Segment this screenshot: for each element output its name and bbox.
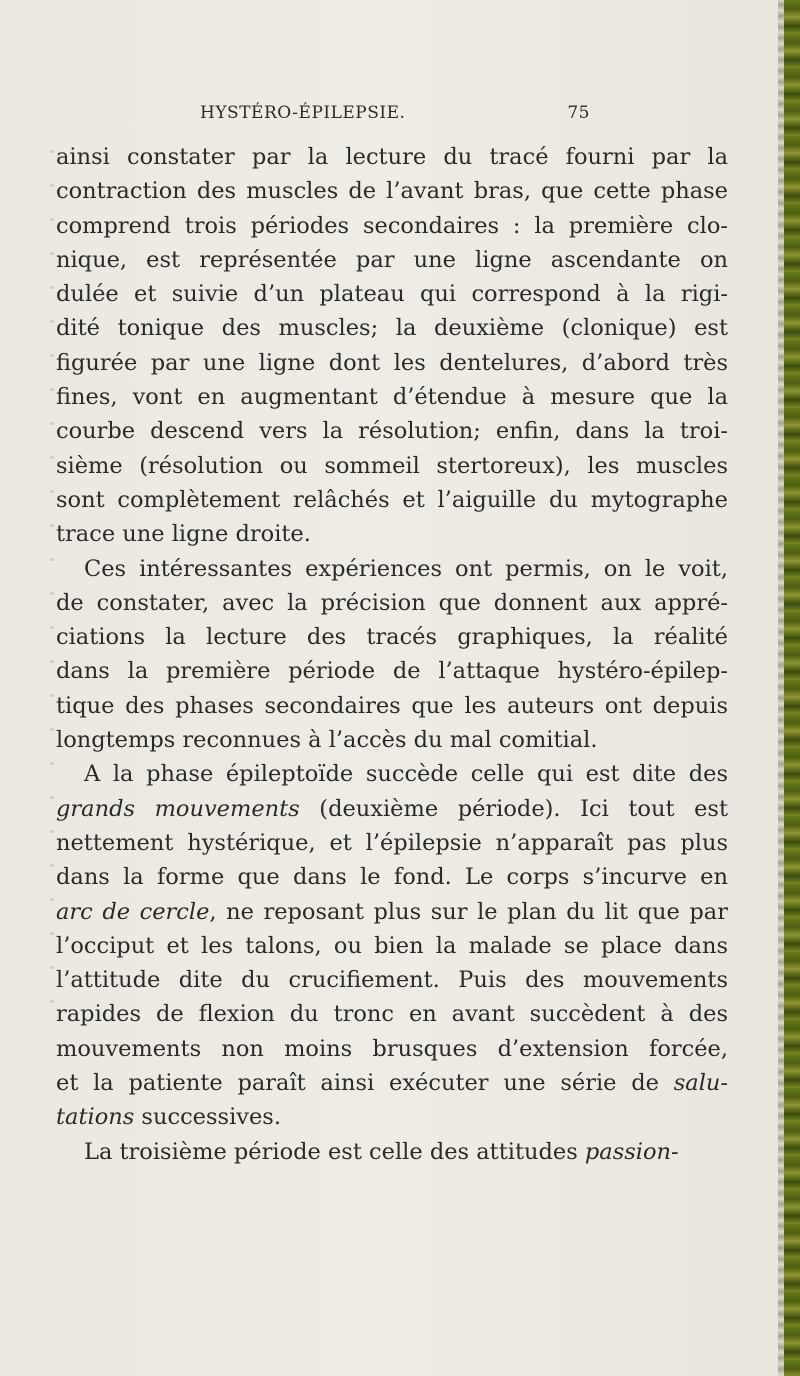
text-line: tations successives.	[56, 1104, 282, 1131]
text-line: de constater, avec la précision que donnent aux appré-	[56, 589, 728, 616]
text-line: comprend trois périodes secondaires : la première clo-	[56, 212, 728, 239]
text-line: sième (résolution ou sommeil stertoreux), les muscles	[56, 452, 728, 479]
text-line: et la patiente paraît ainsi exécuter une série de salu-	[56, 1070, 728, 1097]
page-number: 75	[567, 103, 590, 123]
text-line: trace une ligne droite.	[56, 521, 311, 548]
text-line: La troisième période est celle des attitudes passion-	[84, 1138, 679, 1165]
italic-term: grands mouvements	[56, 795, 300, 822]
text-line: l’attitude dite du crucifiement. Puis des mouvements	[56, 967, 728, 994]
book-edge	[778, 0, 800, 1376]
text-line: tique des phases secondaires que les auteurs ont depuis	[56, 692, 728, 719]
text-line: longtemps reconnues à l’accès du mal comitial.	[56, 727, 598, 754]
running-header	[200, 103, 590, 123]
text-line: arc de cercle, ne reposant plus sur le plan du lit que par	[56, 898, 728, 925]
italic-term: tations	[56, 1104, 135, 1131]
text-line: nique, est représentée par une ligne ascendante on	[56, 246, 728, 273]
text-line: contraction des muscles de l’avant bras, que cette phase	[56, 178, 728, 205]
text-line: dans la forme que dans le fond. Le corps s’incurve en	[56, 864, 728, 891]
gutter-shadow	[50, 150, 54, 1030]
text-line: grands mouvements (deuxième période). Ici tout est	[56, 795, 728, 822]
italic-term: salu-	[673, 1070, 728, 1097]
text-line: sont complètement relâchés et l’aiguille du mytographe	[56, 486, 728, 513]
text-line: A la phase épileptoïde succède celle qui est dite des	[84, 761, 728, 788]
text-line: dité tonique des muscles; la deuxième (clonique) est	[56, 315, 728, 342]
text-line: ainsi constater par la lecture du tracé fourni par la	[56, 144, 728, 170]
text-line: Ces intéressantes expériences ont permis, on le voit,	[84, 555, 728, 582]
text-line: figurée par une ligne dont les dentelures, d’abord très	[56, 349, 728, 376]
text-line: fines, vont en augmentant d’étendue à mesure que la	[56, 384, 728, 411]
text-line: rapides de flexion du tronc en avant succèdent à des	[56, 1001, 728, 1028]
italic-term: arc de cercle	[56, 898, 210, 925]
body-text	[56, 140, 728, 1169]
text-line: mouvements non moins brusques d’extension forcée,	[56, 1035, 728, 1062]
text-line: dulée et suivie d’un plateau qui correspond à la rigi-	[56, 281, 728, 308]
text-line: ciations la lecture des tracés graphiques, la réalité	[56, 624, 728, 651]
running-title: HYSTÉRO-ÉPILEPSIE.	[200, 103, 406, 123]
text-line: nettement hystérique, et l’épilepsie n’apparaît pas plus	[56, 829, 728, 856]
italic-term: passion-	[584, 1138, 679, 1165]
text-line: courbe descend vers la résolution; enfin, dans la troi-	[56, 418, 728, 445]
text-line: l’occiput et les talons, ou bien la malade se place dans	[56, 932, 728, 959]
text-line: dans la première période de l’attaque hystéro-épilep-	[56, 658, 728, 685]
